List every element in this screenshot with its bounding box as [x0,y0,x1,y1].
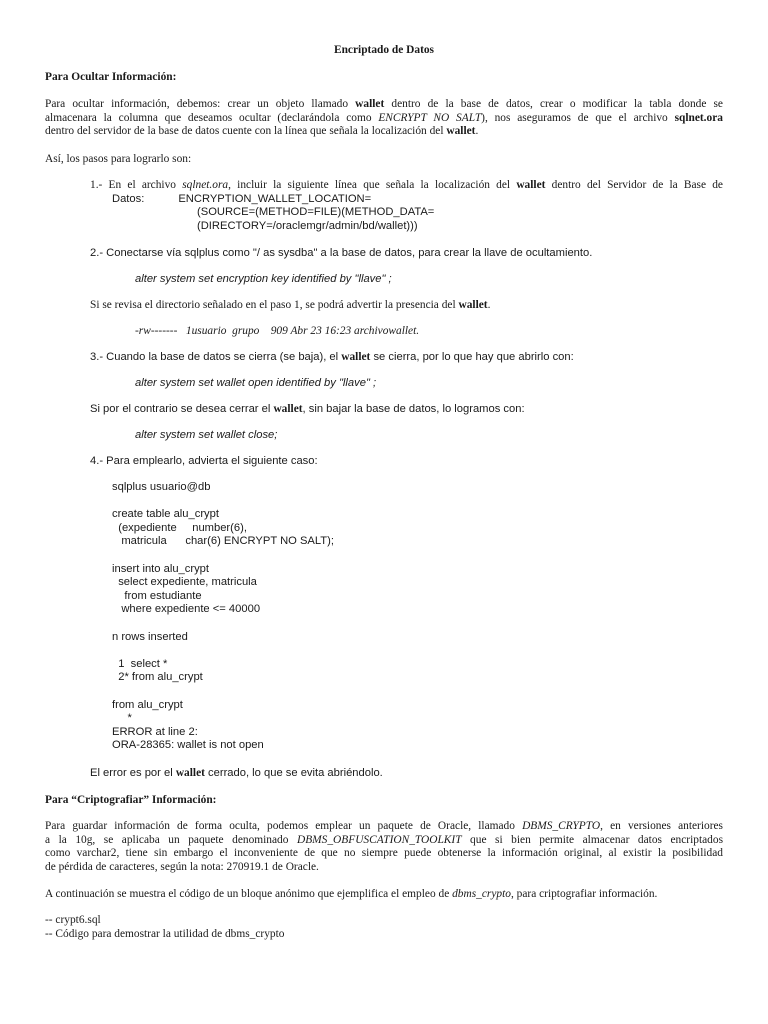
step-1: 1.- En el archivo sqlnet.ora, incluir la siguiente línea que señala la localización del wallet dentro del Servidor de la Base de Datos: ENCRYPTION_WALLET_LOCATION= (SOURCE=(METHOD=FILE)(METHOD_DATA= (DIRECTORY=/oraclemgr/admin/bd/wallet))) [90,179,723,232]
step-3: 3.- Cuando la base de datos se cierra (se baja), el wallet se cierra, por lo que hay que abrirlo con: [90,351,574,363]
intro-paragraph: Para ocultar información, debemos: crear un objeto llamado wallet dentro de la base de datos, crear o modificar la tabla donde se almacenara la columna que deseamos ocultar (declarándola como ENCRYPT NO SALT), nos aseguramos de que el archivo sqlnet.ora dentro del servidor de la base de datos cuente con la línea que señala la localización del wallet. [45,98,723,138]
step-2-command: alter system set encryption key identified by "llave" ; [135,273,392,285]
code-line [112,685,334,699]
step-4: 4.- Para emplearlo, advierta el siguiente caso: [90,455,318,467]
code-line: 1 select * [112,657,168,670]
code-line: n rows inserted [112,630,188,643]
close-wallet-text: Si por el contrario se desea cerrar el wallet, sin bajar la base de datos, lo logramos con: [90,403,525,415]
steps-intro: Así, los pasos para lograrlo son: [45,153,192,165]
code-line: * [112,712,132,725]
config-line-1: ENCRYPTION_WALLET_LOCATION= [178,192,372,205]
anonymous-block-intro: A continuación se muestra el código de un bloque anónimo que ejemplifica el empleo de dbms_crypto, para criptografiar información. [45,888,658,900]
code-line [112,617,334,631]
code-line [112,644,334,658]
step-2: 2.- Conectarse vía sqlplus como "/ as sysdba" a la base de datos, para crear la llave de ocultamiento. [90,247,593,259]
code-line [112,549,334,563]
code-line: ORA-28365: wallet is not open [112,739,264,752]
error-note: El error es por el wallet cerrado, lo que se evita abriéndolo. [90,767,383,779]
close-wallet-command: alter system set wallet close; [135,429,278,441]
code-line: create table alu_crypt [112,508,219,521]
section-heading-ocultar: Para Ocultar Información: [45,71,177,83]
code-line: where expediente <= 40000 [112,603,261,616]
code-line: ERROR at line 2: [112,725,198,738]
config-line-2: (SOURCE=(METHOD=FILE)(METHOD_DATA= [197,206,435,219]
document-title: Encriptado de Datos [334,44,434,56]
crypto-paragraph: Para guardar información de forma oculta, podemos emplear un paquete de Oracle, llamado DBMS_CRYPTO, en versiones anteriores a la 10g, se aplicaba un paquete denominado DBMS_OBFUSCATION_TOOLKIT que si bien permite almacenar datos encriptados como varchar2, tiene sin embargo el inconveniente de que no siempre puede obtenerse la información original, al existir la posibilidad de pérdida de caracteres, según la nota: 270919.1 de Oracle. [45,820,724,873]
code-line: select expediente, matricula [112,576,257,589]
code-line: sqlplus usuario@db [112,481,211,493]
code-line [112,495,334,509]
code-comment-1: -- crypt6.sql [45,914,101,926]
code-line: (expediente number(6), [112,521,247,534]
wallet-listing: -rw------- 1usuario grupo 909 Abr 23 16:23 archivowallet. [135,325,420,337]
code-comment-2: -- Código para demostrar la utilidad de dbms_crypto [45,928,285,940]
sql-example-code [112,481,334,753]
code-line: insert into alu_crypt [112,562,210,575]
section-heading-criptografiar: Para “Criptografiar” Información: [45,794,217,806]
config-line-3: (DIRECTORY=/oraclemgr/admin/bd/wallet))) [197,219,418,232]
code-line: from estudiante [112,589,202,602]
step-3-command: alter system set wallet open identified by "llave" ; [135,377,377,389]
code-line: from alu_crypt [112,698,183,711]
check-directory-text: Si se revisa el directorio señalado en el paso 1, se podrá advertir la presencia del wallet. [90,299,491,311]
code-line: matricula char(6) ENCRYPT NO SALT); [112,535,334,548]
code-line: 2* from alu_crypt [112,671,203,684]
